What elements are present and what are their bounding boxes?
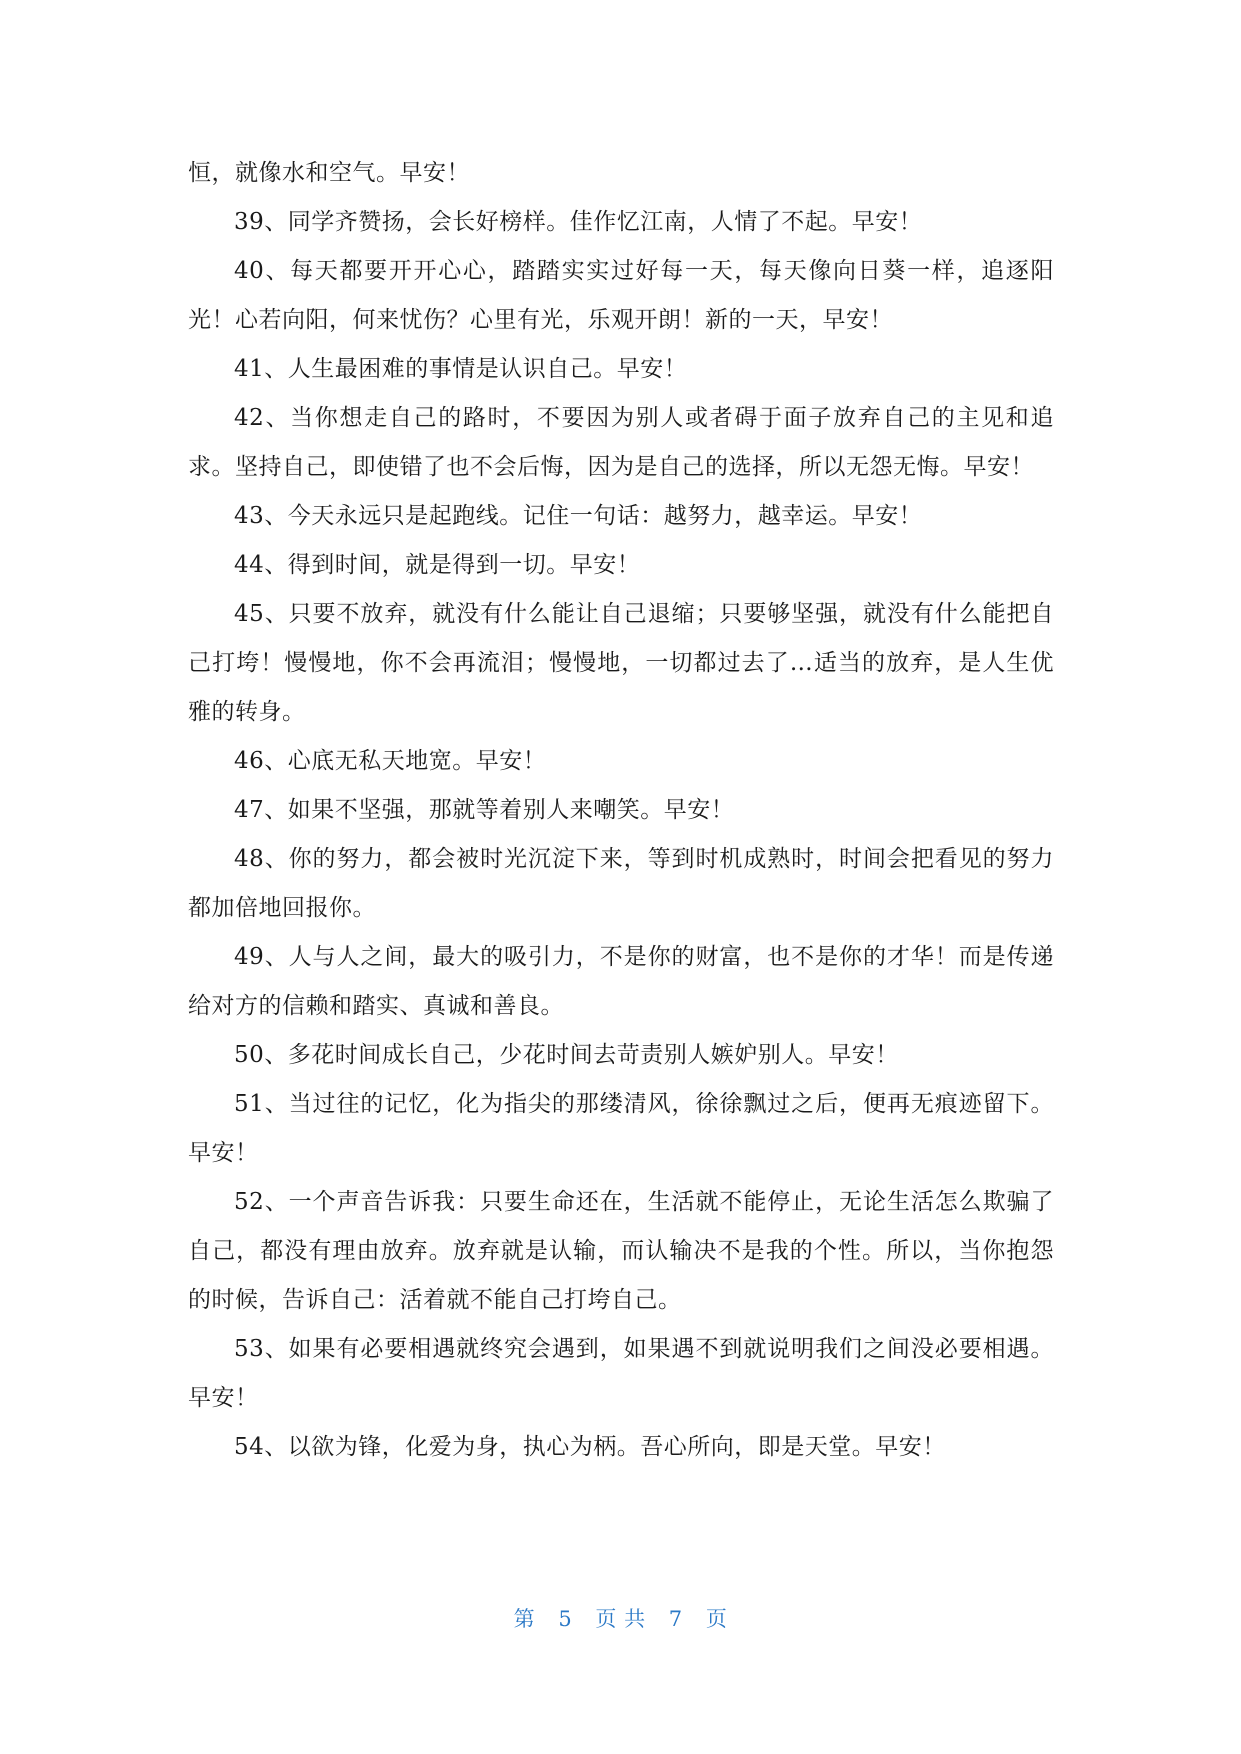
paragraph-38-tail: 恒，就像水和空气。早安！ (188, 160, 470, 186)
footer-suffix: 页 (705, 1607, 728, 1631)
paragraph-52: 52、一个声音告诉我：只要生命还在，生活就不能停止，无论生活怎么欺骗了自己，都没有理由放弃。放弃就是认输，而认输决不是我的个性。所以，当你抱怨的时候，告诉自己：活着就不能自己打垮自己。 (188, 1189, 1054, 1313)
paragraph-48: 48、你的努力，都会被时光沉淀下来，等到时机成熟时，时间会把看见的努力都加倍地回报你。 (188, 846, 1054, 921)
footer-prefix: 第 (513, 1607, 536, 1631)
paragraph-53: 53、如果有必要相遇就终究会遇到，如果遇不到就说明我们之间没必要相遇。早安！ (188, 1336, 1054, 1411)
paragraph-40: 40、每天都要开开心心，踏踏实实过好每一天，每天像向日葵一样，追逐阳光！心若向阳，何来忧伤？心里有光，乐观开朗！新的一天，早安！ (188, 258, 1054, 333)
paragraph-45: 45、只要不放弃，就没有什么能让自己退缩；只要够坚强，就没有什么能把自己打垮！慢慢地，你不会再流泪；慢慢地，一切都过去了…适当的放弃，是人生优雅的转身。 (188, 601, 1054, 725)
paragraph-43: 43、今天永远只是起跑线。记住一句话：越努力，越幸运。早安！ (234, 503, 923, 529)
document-body (188, 149, 1054, 1472)
paragraph-50: 50、多花时间成长自己，少花时间去苛责别人嫉妒别人。早安！ (234, 1042, 899, 1068)
paragraph-41: 41、人生最困难的事情是认识自己。早安！ (234, 356, 688, 382)
paragraph-46: 46、心底无私天地宽。早安！ (234, 748, 547, 774)
paragraph-49: 49、人与人之间，最大的吸引力，不是你的财富，也不是你的才华！而是传递给对方的信赖和踏实、真诚和善良。 (188, 944, 1054, 1019)
page-footer (0, 1603, 1241, 1633)
paragraph-54: 54、以欲为锋，化爱为身，执心为柄。吾心所向，即是天堂。早安！ (234, 1434, 946, 1460)
paragraph-39: 39、同学齐赞扬，会长好榜样。佳作忆江南，人情了不起。早安！ (234, 209, 923, 235)
footer-current-page: 5 (558, 1607, 573, 1631)
paragraph-44: 44、得到时间，就是得到一切。早安！ (234, 552, 641, 578)
paragraph-51: 51、当过往的记忆，化为指尖的那缕清风，徐徐飘过之后，便再无痕迹留下。早安！ (188, 1091, 1054, 1166)
footer-total-pages: 7 (668, 1607, 683, 1631)
paragraph-42: 42、当你想走自己的路时，不要因为别人或者碍于面子放弃自己的主见和追求。坚持自己，即使错了也不会后悔，因为是自己的选择，所以无怨无悔。早安！ (188, 405, 1054, 480)
paragraph-47: 47、如果不坚强，那就等着别人来嘲笑。早安！ (234, 797, 735, 823)
footer-middle: 页 共 (595, 1607, 646, 1631)
